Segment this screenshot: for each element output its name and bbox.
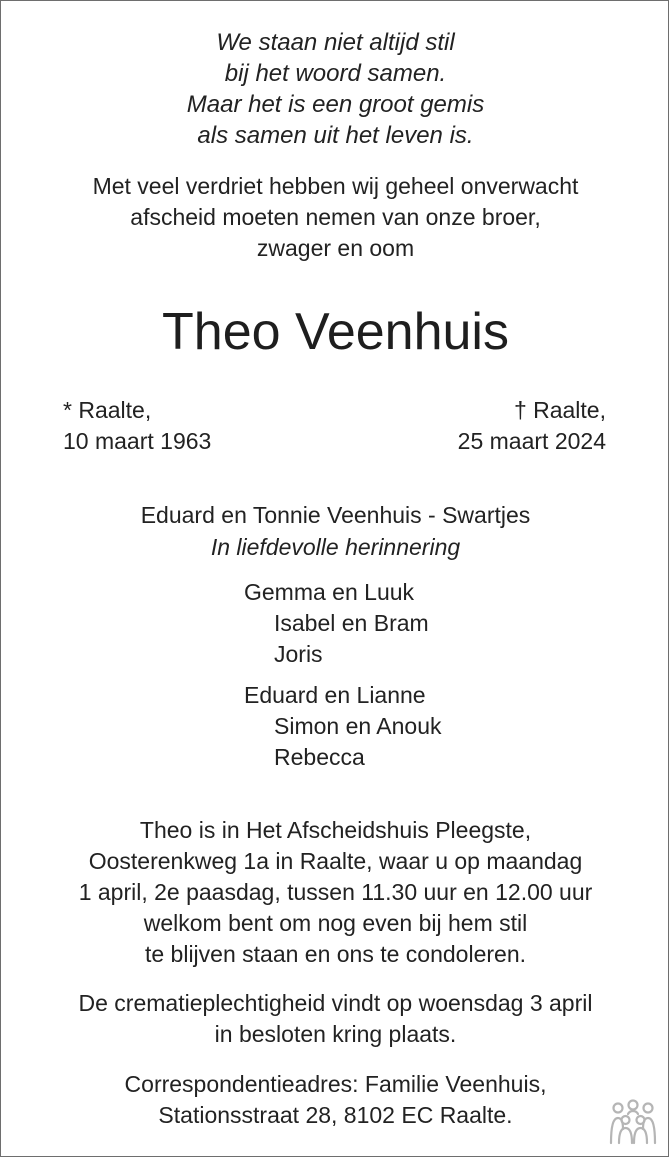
poem (1, 27, 669, 151)
death-place: † Raalte, (513, 397, 606, 423)
family-subtitle: In liefdevolle herinnering (210, 534, 461, 560)
correspondence-address (1, 1069, 669, 1131)
poem-line: als samen uit het leven is. (197, 122, 474, 149)
family-people-icon (608, 1099, 658, 1145)
poem-line: Maar het is een groot gemis (186, 91, 485, 118)
poem-line: We staan niet altijd stil (216, 29, 455, 56)
visitation-line: te blijven staan en ons te condoleren. (144, 941, 527, 967)
group-child: Simon en Anouk (274, 713, 442, 739)
visitation-line: Oosterenkweg 1a in Raalte, waar u op maandag (88, 848, 583, 874)
address-line: Correspondentieadres: Familie Veenhuis, (124, 1071, 547, 1097)
deceased-name: Theo Veenhuis (162, 303, 509, 361)
announcement-intro (1, 171, 669, 264)
intro-line: afscheid moeten nemen van onze broer, (130, 204, 541, 230)
group-child: Rebecca (274, 744, 365, 770)
family-names: Eduard en Tonnie Veenhuis - Swartjes (140, 502, 531, 528)
visitation-text (1, 815, 669, 970)
visitation-line: welkom bent om nog even bij hem stil (143, 910, 528, 936)
death-info (458, 395, 606, 457)
family-block (1, 499, 669, 563)
visitation-line: Theo is in Het Afscheidshuis Pleegste, (139, 817, 532, 843)
birth-info (63, 395, 211, 457)
family-group (244, 577, 429, 670)
address-line: Stationsstraat 28, 8102 EC Raalte. (158, 1102, 513, 1128)
birth-date: 10 maart 1963 (63, 428, 212, 454)
intro-line: Met veel verdriet hebben wij geheel onverwacht (92, 173, 579, 199)
group-parents: Gemma en Luuk (244, 579, 415, 605)
birth-place: * Raalte, (63, 397, 152, 423)
cremation-text (1, 988, 669, 1050)
death-date: 25 maart 2024 (457, 428, 606, 454)
group-parents: Eduard en Lianne (244, 682, 426, 708)
visitation-line: 1 april, 2e paasdag, tussen 11.30 uur en 12.00 uur (78, 879, 593, 905)
cremation-line: in besloten kring plaats. (214, 1021, 457, 1047)
cremation-line: De crematieplechtigheid vindt op woensdag 3 april (78, 990, 593, 1016)
family-group (244, 680, 442, 773)
group-child: Isabel en Bram (274, 610, 429, 636)
group-child: Joris (274, 641, 323, 667)
poem-line: bij het woord samen. (224, 60, 447, 87)
intro-line: zwager en oom (256, 235, 415, 261)
